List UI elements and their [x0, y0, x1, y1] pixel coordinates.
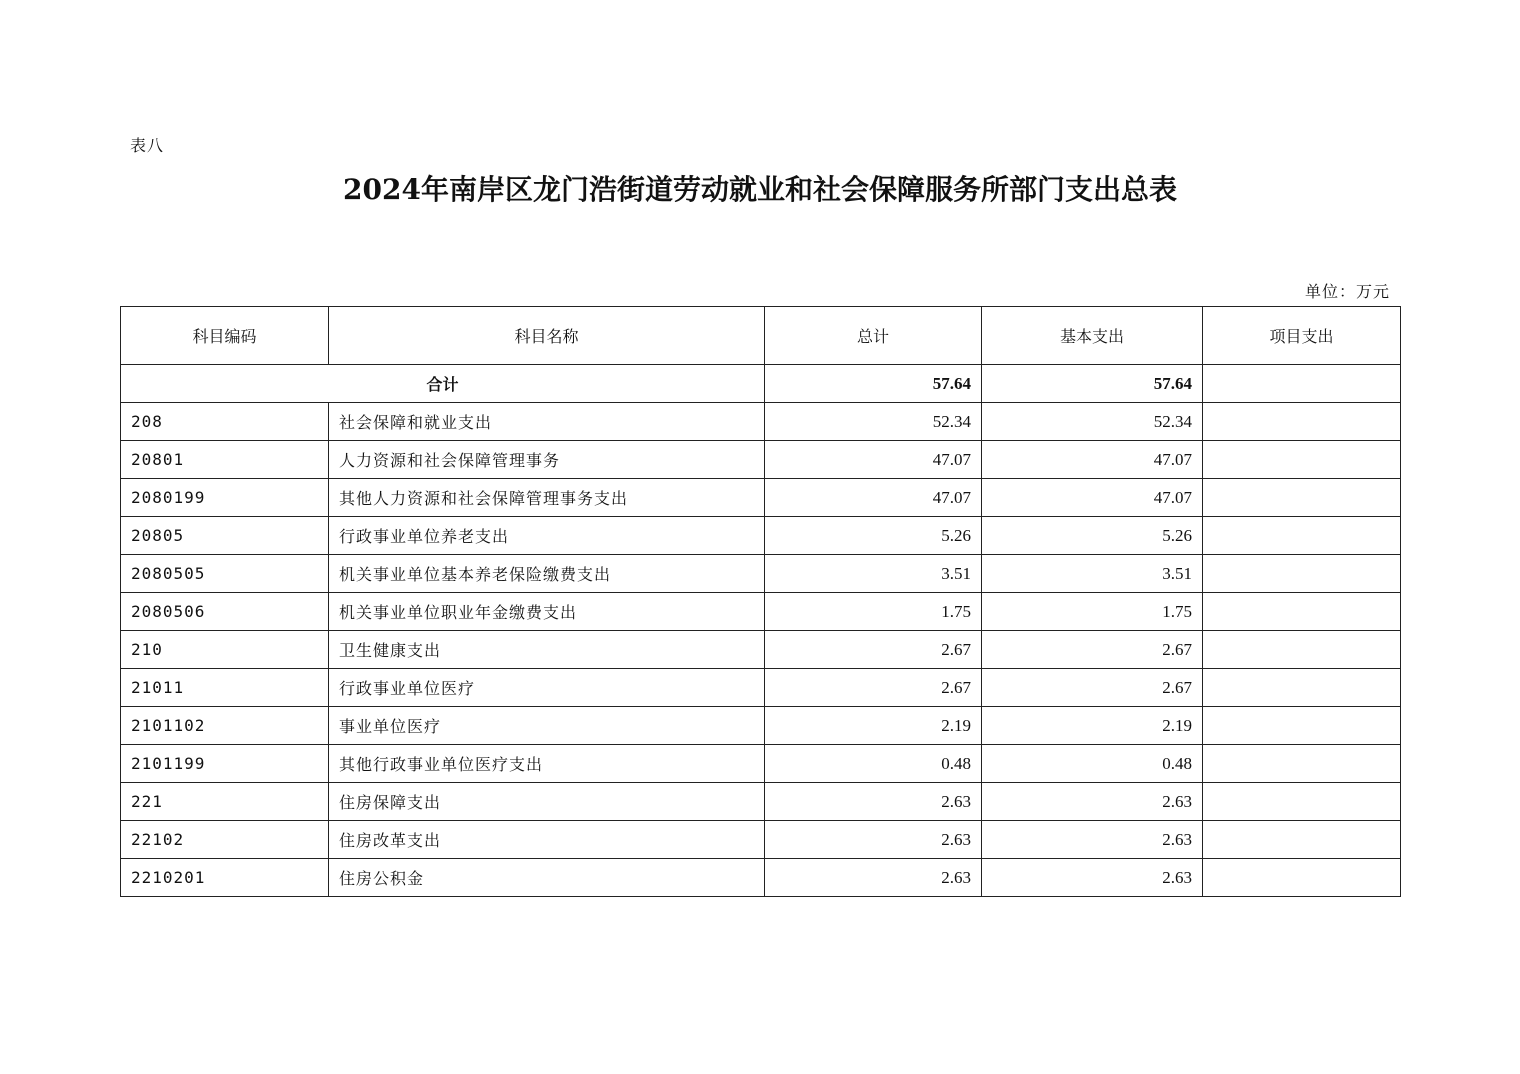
- row-project: [1203, 783, 1401, 821]
- table-row: [121, 669, 1401, 707]
- row-name: 事业单位医疗: [329, 707, 765, 745]
- table-row: [121, 859, 1401, 897]
- row-name: 卫生健康支出: [329, 631, 765, 669]
- row-basic: 2.67: [982, 669, 1203, 707]
- row-name: 其他行政事业单位医疗支出: [329, 745, 765, 783]
- row-name: 行政事业单位医疗: [329, 669, 765, 707]
- row-total: 2.63: [765, 859, 982, 897]
- row-project: [1203, 517, 1401, 555]
- row-total: 1.75: [765, 593, 982, 631]
- row-project: [1203, 859, 1401, 897]
- row-code: 2210201: [121, 859, 329, 897]
- row-total: 47.07: [765, 479, 982, 517]
- row-total: 2.67: [765, 669, 982, 707]
- row-project: [1203, 479, 1401, 517]
- row-total: 2.63: [765, 783, 982, 821]
- row-name: 社会保障和就业支出: [329, 403, 765, 441]
- total-label: 合计: [121, 365, 765, 403]
- row-total: 2.63: [765, 821, 982, 859]
- row-basic: 1.75: [982, 593, 1203, 631]
- table-row: [121, 479, 1401, 517]
- table-row: [121, 555, 1401, 593]
- table-row: [121, 403, 1401, 441]
- row-project: [1203, 631, 1401, 669]
- row-total: 0.48: [765, 745, 982, 783]
- header-project: 项目支出: [1203, 307, 1401, 365]
- total-row: [121, 365, 1401, 403]
- row-code: 221: [121, 783, 329, 821]
- row-total: 2.67: [765, 631, 982, 669]
- row-project: [1203, 403, 1401, 441]
- row-basic: 2.63: [982, 821, 1203, 859]
- row-basic: 52.34: [982, 403, 1203, 441]
- row-code: 2080506: [121, 593, 329, 631]
- unit-note: 单位：万元: [1304, 282, 1390, 301]
- row-name: 住房保障支出: [329, 783, 765, 821]
- table-row: [121, 707, 1401, 745]
- row-total: 47.07: [765, 441, 982, 479]
- total-project: [1203, 365, 1401, 403]
- row-basic: 3.51: [982, 555, 1203, 593]
- row-code: 2101102: [121, 707, 329, 745]
- header-name: 科目名称: [329, 307, 765, 365]
- header-total: 总计: [765, 307, 982, 365]
- row-project: [1203, 821, 1401, 859]
- row-project: [1203, 707, 1401, 745]
- row-total: 52.34: [765, 403, 982, 441]
- row-code: 20801: [121, 441, 329, 479]
- table-row: [121, 593, 1401, 631]
- row-code: 2080199: [121, 479, 329, 517]
- row-basic: 2.67: [982, 631, 1203, 669]
- header-basic: 基本支出: [982, 307, 1203, 365]
- row-code: 2101199: [121, 745, 329, 783]
- row-code: 21011: [121, 669, 329, 707]
- table-row: [121, 517, 1401, 555]
- row-project: [1203, 745, 1401, 783]
- table-header-row: [121, 307, 1401, 365]
- table-row: [121, 631, 1401, 669]
- row-name: 其他人力资源和社会保障管理事务支出: [329, 479, 765, 517]
- row-project: [1203, 555, 1401, 593]
- table-row: [121, 821, 1401, 859]
- row-name: 住房改革支出: [329, 821, 765, 859]
- table-row: [121, 441, 1401, 479]
- table-row: [121, 745, 1401, 783]
- row-total: 5.26: [765, 517, 982, 555]
- row-project: [1203, 669, 1401, 707]
- row-basic: 2.19: [982, 707, 1203, 745]
- row-code: 2080505: [121, 555, 329, 593]
- row-name: 机关事业单位职业年金缴费支出: [329, 593, 765, 631]
- row-code: 208: [121, 403, 329, 441]
- row-basic: 47.07: [982, 479, 1203, 517]
- row-code: 210: [121, 631, 329, 669]
- row-total: 3.51: [765, 555, 982, 593]
- row-name: 人力资源和社会保障管理事务: [329, 441, 765, 479]
- total-basic: 57.64: [982, 365, 1203, 403]
- row-code: 20805: [121, 517, 329, 555]
- expenditure-table: [120, 306, 1401, 897]
- row-basic: 5.26: [982, 517, 1203, 555]
- total-amount: 57.64: [765, 365, 982, 403]
- row-name: 行政事业单位养老支出: [329, 517, 765, 555]
- row-project: [1203, 593, 1401, 631]
- row-basic: 2.63: [982, 783, 1203, 821]
- header-code: 科目编码: [121, 307, 329, 365]
- row-project: [1203, 441, 1401, 479]
- row-basic: 47.07: [982, 441, 1203, 479]
- row-basic: 2.63: [982, 859, 1203, 897]
- table-label: 表八: [130, 136, 165, 155]
- row-name: 住房公积金: [329, 859, 765, 897]
- row-name: 机关事业单位基本养老保险缴费支出: [329, 555, 765, 593]
- table-row: [121, 783, 1401, 821]
- row-basic: 0.48: [982, 745, 1203, 783]
- row-code: 22102: [121, 821, 329, 859]
- row-total: 2.19: [765, 707, 982, 745]
- page-title: 2024年南岸区龙门浩街道劳动就业和社会保障服务所部门支出总表: [343, 173, 1177, 206]
